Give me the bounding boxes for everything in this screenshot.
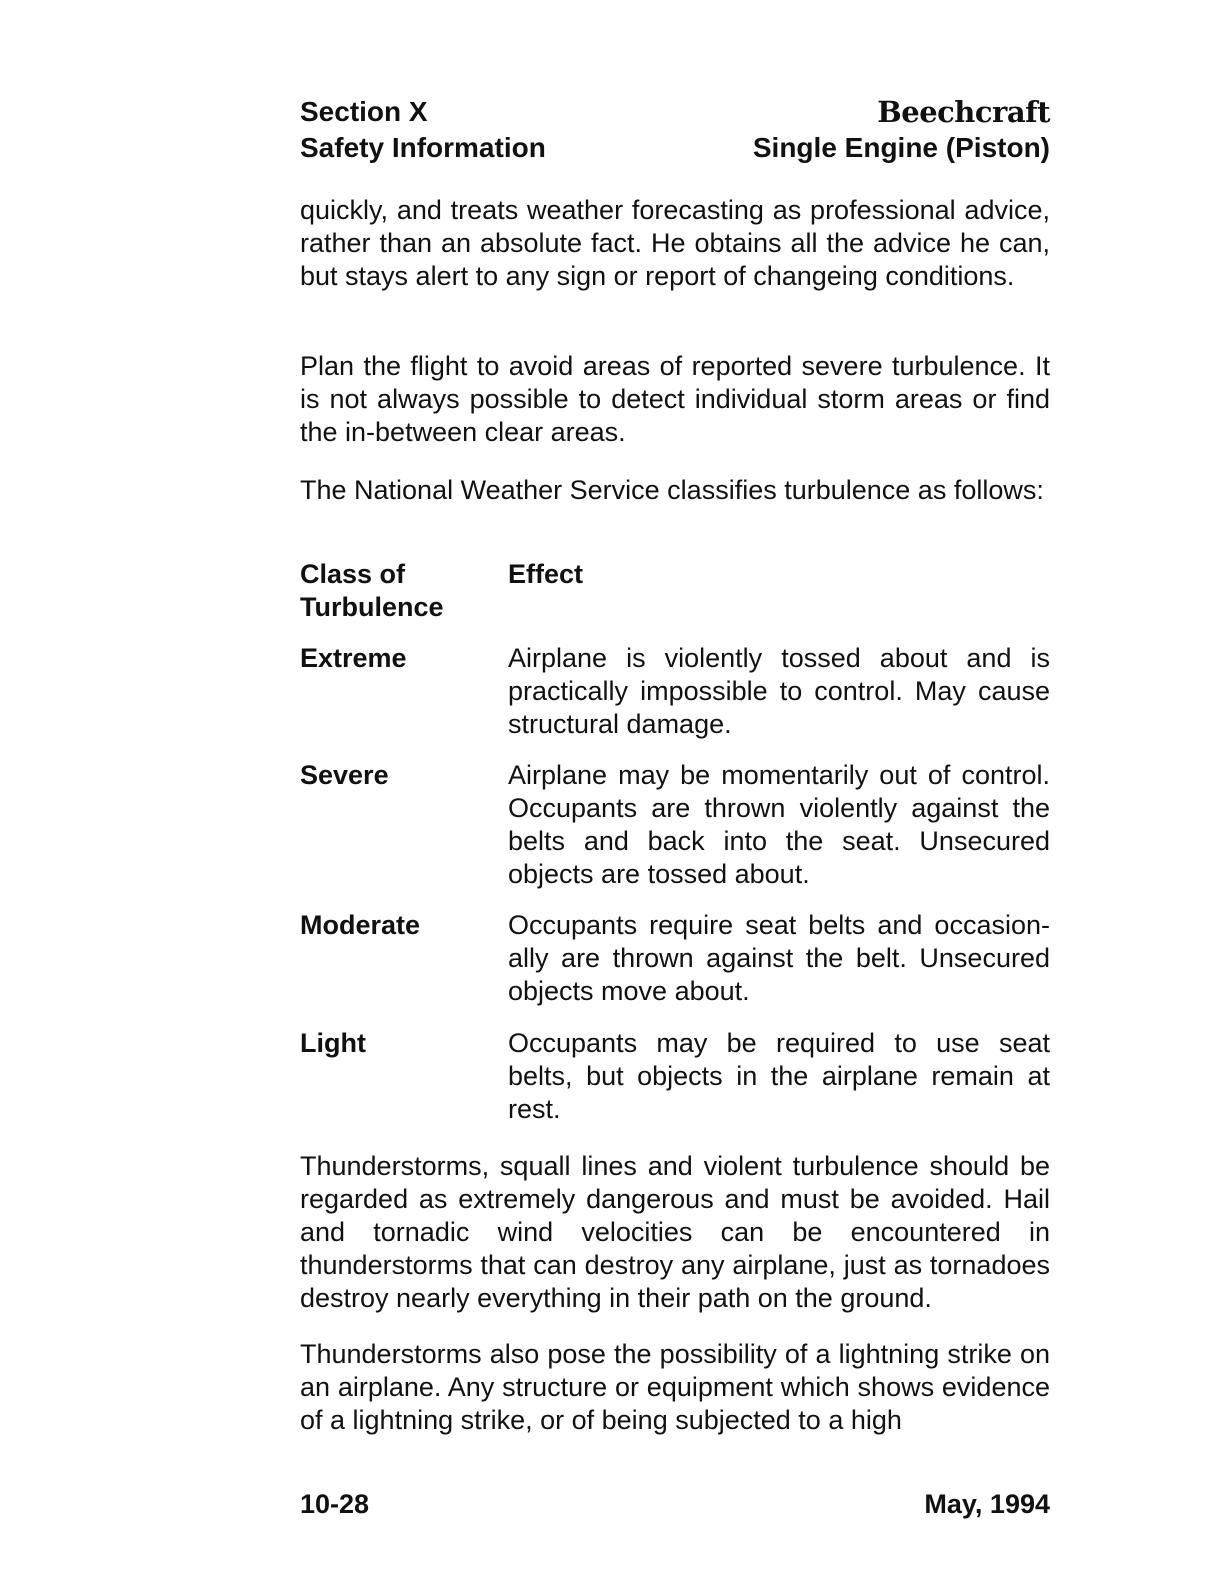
paragraph-thunderstorms-danger: [300, 1150, 1050, 1315]
turbulence-effect: Occupants require seat belts and occasionally are thrown against the belt. Unsecured objects move about.: [508, 910, 1050, 1006]
header-right: [753, 94, 1050, 166]
section-label: Section X: [300, 96, 428, 127]
publication-date: May, 1994: [924, 1489, 1050, 1519]
paragraph-text: Thunderstorms, squall lines and violent turbulence should be regarded as extremely dangerous and must be avoided. Hail and tornadic wind velocities can be encountered in thunderstorms that can destroy any airplane, just as tornadoes destroy nearly everything in their path on the ground.: [300, 1151, 1050, 1313]
brand-logo: Beechcraft: [877, 95, 1050, 129]
paragraph-text: Plan the flight to avoid areas of reported severe turbulence. It is not always possible to detect individual storm areas or find the in-between clear areas.: [300, 351, 1050, 447]
paragraph-text: quickly, and treats weather forecasting as professional advice, rather than an absolute fact. He obtains all the advice he can, but stays alert to any sign or report of changeing conditions.: [300, 195, 1050, 291]
turbulence-class: Light: [300, 1028, 366, 1058]
paragraph-text: Thunderstorms also pose the possibility of a lightning strike on an airplane. Any structure or equipment which shows evidence of a lightning strike, or of being subjected to a high: [300, 1339, 1050, 1435]
page-footer: [300, 1486, 1050, 1526]
section-title: Safety Information: [300, 132, 546, 163]
turbulence-class: Moderate: [300, 910, 421, 940]
paragraph-plan-flight: [300, 350, 1050, 449]
page-number: 10-28: [300, 1489, 370, 1519]
model-title: Single Engine (Piston): [752, 132, 1050, 163]
paragraph-weather-advice: [300, 194, 1050, 293]
paragraph-lightning-strike: [300, 1338, 1050, 1437]
turbulence-effect: Airplane may be momentarily out of control. Occupants are thrown violently against the belts and back into the seat. Unsecured objects are tossed about.: [508, 760, 1050, 889]
page-header: [300, 94, 1050, 174]
turbulence-class: Severe: [300, 760, 389, 790]
turbulence-effect: Occupants may be required to use seat belts, but objects in the airplane remain at rest.: [508, 1028, 1050, 1124]
header-left: [300, 94, 546, 166]
paragraph-text: The National Weather Service classifies turbulence as follows:: [300, 475, 1044, 505]
paragraph-nws-classification: [300, 474, 1050, 507]
turbulence-effect: Airplane is violently tossed about and is practically impossible to control. May cause structural damage.: [508, 643, 1050, 739]
manual-page: [300, 0, 1050, 1584]
column-header-effect: Effect: [508, 559, 584, 589]
column-header-class: Class of Turbulence: [300, 559, 444, 622]
turbulence-class: Extreme: [300, 643, 407, 673]
